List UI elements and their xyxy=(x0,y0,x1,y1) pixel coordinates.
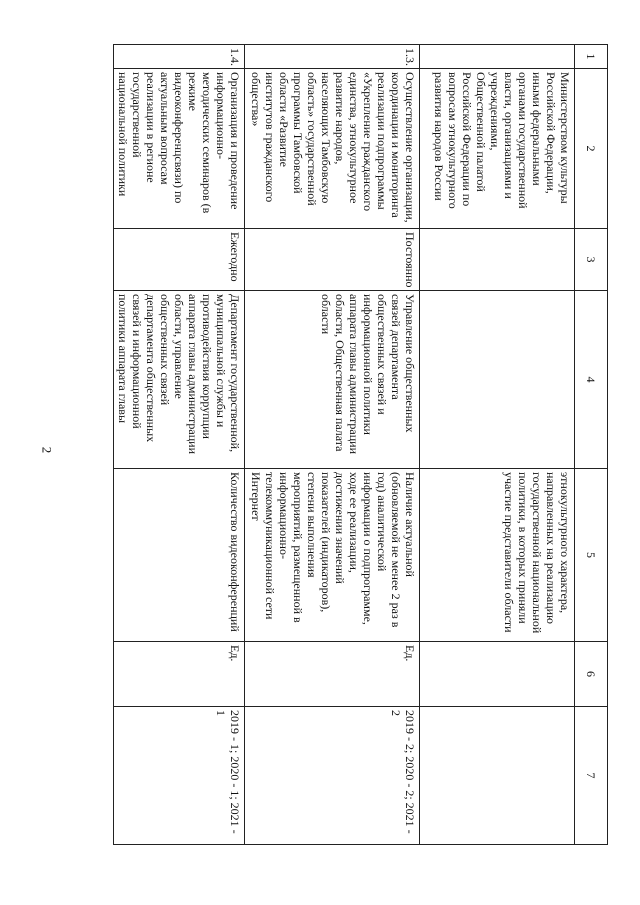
table-row xyxy=(245,45,420,845)
cell-deadline: Ежегодно xyxy=(114,229,245,291)
table-row xyxy=(420,45,575,845)
header-cell: 2 xyxy=(575,69,608,229)
table-row xyxy=(114,45,245,845)
cell-activity: Осуществление организации, координации и мониторинга реализации подпрограммы «Укрепление гражданского единства, этнокультурное развитие народов, населяющих Тамбовскую область» государственной программы Тамбовской области «Развитие институтов гражданского общества» xyxy=(245,69,420,229)
header-cell: 4 xyxy=(575,291,608,469)
cell-unit: Ед. xyxy=(114,642,245,707)
page-number: 2 xyxy=(39,446,55,454)
cell-indicator: Количество видеоконференций xyxy=(114,469,245,642)
cell-activity: Министерством культуры Российской Федерации, иными федеральными органами государственной власти, организациями и учреждениями, Общественной палатой Российской Федерации по вопросам этнокультурного развития народов России xyxy=(420,69,575,229)
cell-unit xyxy=(420,642,575,707)
cell-deadline: Постоянно xyxy=(245,229,420,291)
cell-values: 2019 - 1; 2020 - 1; 2021 - 1 xyxy=(114,707,245,845)
header-cell: 1 xyxy=(575,45,608,69)
cell-executors: Управление общественных связей департамента общественных связей и информационной политики аппарата главы администрации области, Общественная палата области xyxy=(245,291,420,469)
cell-number: 1.4. xyxy=(114,45,245,69)
cell-number xyxy=(420,45,575,69)
cell-deadline xyxy=(420,229,575,291)
cell-executors: Департамент государственной, муниципальной службы и противодействия коррупции аппарата главы администрации области, управление общественных связей департамента общественных связей и информационной политики аппарата главы xyxy=(114,291,245,469)
plan-table xyxy=(113,44,608,845)
cell-activity: Организация и проведение информационно-методических семинаров (в режиме видеоконференцсвязи) по актуальным вопросам реализации в регионе государственной национальной политики xyxy=(114,69,245,229)
header-cell: 6 xyxy=(575,642,608,707)
header-row xyxy=(575,45,608,845)
header-cell: 7 xyxy=(575,707,608,845)
cell-number: 1.3. xyxy=(245,45,420,69)
header-cell: 3 xyxy=(575,229,608,291)
cell-unit: Ед. xyxy=(245,642,420,707)
rotated-table-wrapper xyxy=(88,44,608,844)
cell-values: 2019 - 2; 2020 - 2; 2021 - 2 xyxy=(245,707,420,845)
header-cell: 5 xyxy=(575,469,608,642)
cell-indicator: этнокультурного характера, направленных на реализацию государственной национальной политики, в которых приняли участие представители области xyxy=(420,469,575,642)
cell-indicator: Наличие актуальной (обновляемой не менее 2 раз в год) аналитической информации о подпрограмме, ходе ее реализации, достижении значений показателей (индикаторов), степени выполнения мероприятий, размещенной в информационно-телекоммуникационной сети Интернет xyxy=(245,469,420,642)
cell-executors xyxy=(420,291,575,469)
cell-values xyxy=(420,707,575,845)
